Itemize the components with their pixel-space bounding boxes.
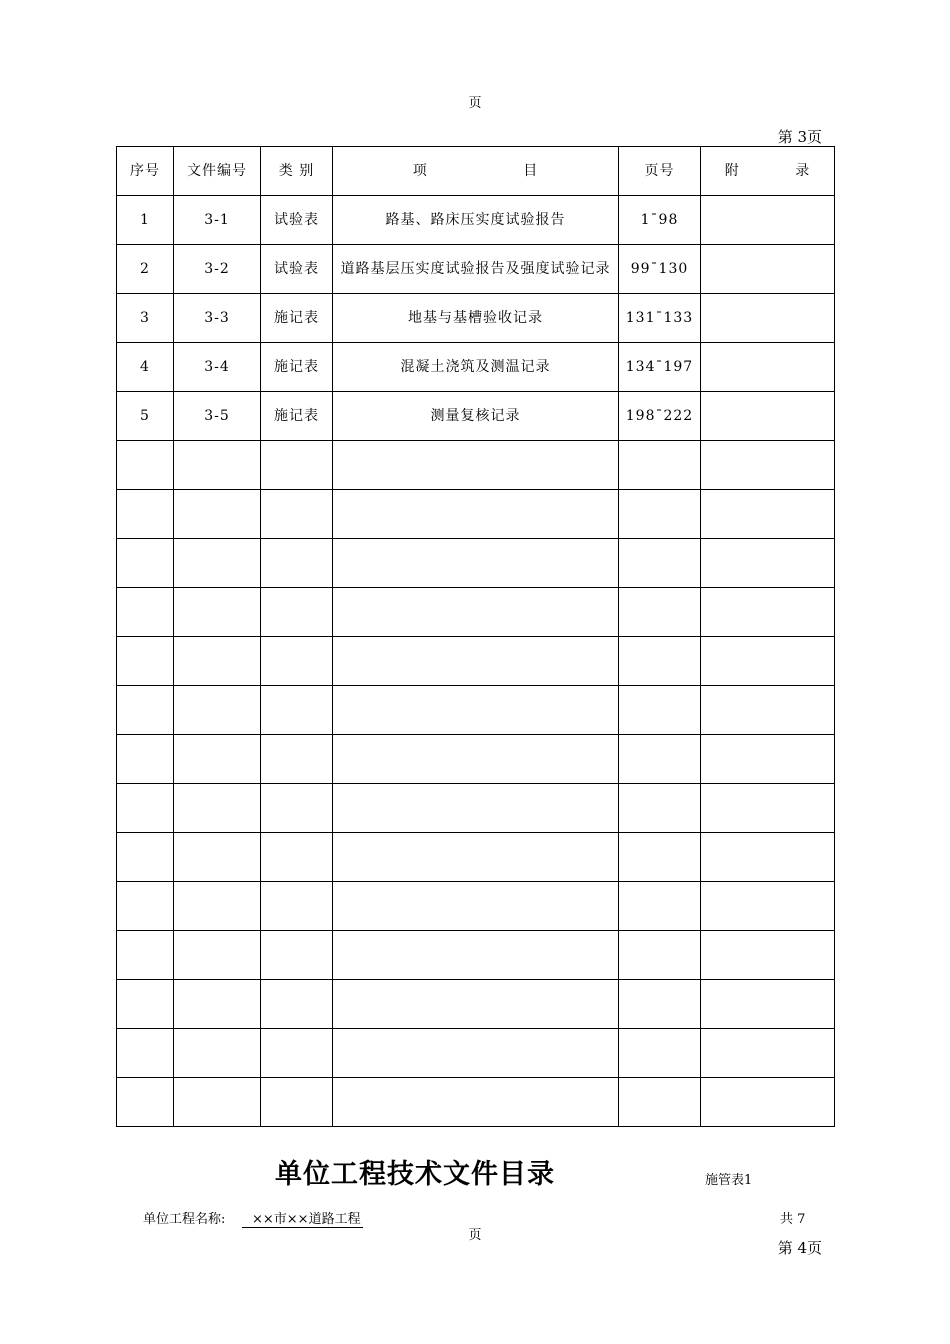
cell-file-no <box>174 637 261 686</box>
cell-appendix <box>701 441 835 490</box>
cell-index <box>117 441 174 490</box>
table-row <box>117 980 835 1029</box>
cell-file-no <box>174 882 261 931</box>
table-row <box>117 784 835 833</box>
cell-appendix <box>701 686 835 735</box>
table-row <box>117 294 835 343</box>
cell-index <box>117 1078 174 1127</box>
cell-index <box>117 1029 174 1078</box>
cell-file-no <box>174 735 261 784</box>
header-appendix: 附 录 <box>701 147 835 196</box>
cell-pages: 99¯130 <box>619 245 701 294</box>
cell-index: 1 <box>117 196 174 245</box>
cell-category: 施记表 <box>261 392 333 441</box>
cell-index <box>117 784 174 833</box>
cell-appendix <box>701 735 835 784</box>
cell-category <box>261 882 333 931</box>
cell-category <box>261 931 333 980</box>
cell-index: 5 <box>117 392 174 441</box>
cell-pages <box>619 637 701 686</box>
cell-item <box>333 441 619 490</box>
cell-pages <box>619 882 701 931</box>
cell-item <box>333 833 619 882</box>
cell-appendix <box>701 637 835 686</box>
table-row <box>117 833 835 882</box>
cell-index <box>117 833 174 882</box>
cell-pages <box>619 1078 701 1127</box>
cell-category <box>261 980 333 1029</box>
table-row <box>117 1029 835 1078</box>
cell-item <box>333 882 619 931</box>
page-number-bottom: 第 4页 <box>777 1239 822 1257</box>
cell-appendix <box>701 490 835 539</box>
cell-category <box>261 490 333 539</box>
page-label: 页 <box>468 96 482 111</box>
cell-index: 2 <box>117 245 174 294</box>
cell-index <box>117 637 174 686</box>
cell-pages <box>619 686 701 735</box>
total-pages: 共 7 <box>780 1212 806 1227</box>
cell-item <box>333 686 619 735</box>
cell-file-no <box>174 588 261 637</box>
cell-item: 道路基层压实度试验报告及强度试验记录 <box>333 245 619 294</box>
cell-category <box>261 637 333 686</box>
form-code: 施管表1 <box>705 1173 753 1188</box>
cell-file-no: 3-3 <box>174 294 261 343</box>
cell-appendix <box>701 588 835 637</box>
cell-category <box>261 1078 333 1127</box>
header-pages: 页号 <box>619 147 701 196</box>
cell-category <box>261 735 333 784</box>
cell-item <box>333 637 619 686</box>
cell-index: 4 <box>117 343 174 392</box>
cell-appendix <box>701 1078 835 1127</box>
cell-pages <box>619 539 701 588</box>
cell-item <box>333 735 619 784</box>
cell-category: 试验表 <box>261 196 333 245</box>
cell-index <box>117 588 174 637</box>
cell-file-no <box>174 686 261 735</box>
cell-pages <box>619 735 701 784</box>
header-category: 类 别 <box>261 147 333 196</box>
page-number: 第 3页 <box>777 128 822 146</box>
cell-item <box>333 980 619 1029</box>
cell-file-no <box>174 1078 261 1127</box>
cell-file-no <box>174 980 261 1029</box>
cell-item: 混凝土浇筑及测温记录 <box>333 343 619 392</box>
cell-pages: 134¯197 <box>619 343 701 392</box>
table-header-row <box>117 147 835 196</box>
cell-item <box>333 539 619 588</box>
cell-item: 路基、路床压实度试验报告 <box>333 196 619 245</box>
cell-file-no <box>174 490 261 539</box>
cell-file-no <box>174 784 261 833</box>
cell-appendix <box>701 539 835 588</box>
cell-pages: 1¯98 <box>619 196 701 245</box>
cell-pages: 131¯133 <box>619 294 701 343</box>
cell-index <box>117 490 174 539</box>
cell-index <box>117 931 174 980</box>
cell-file-no <box>174 833 261 882</box>
table-row <box>117 637 835 686</box>
cell-category: 试验表 <box>261 245 333 294</box>
cell-category <box>261 1029 333 1078</box>
cell-appendix <box>701 1029 835 1078</box>
cell-category <box>261 833 333 882</box>
table-row <box>117 343 835 392</box>
cell-file-no: 3-5 <box>174 392 261 441</box>
cell-appendix <box>701 245 835 294</box>
cell-item <box>333 1029 619 1078</box>
table-row <box>117 882 835 931</box>
cell-index: 3 <box>117 294 174 343</box>
cell-appendix <box>701 833 835 882</box>
cell-item: 地基与基槽验收记录 <box>333 294 619 343</box>
cell-file-no: 3-2 <box>174 245 261 294</box>
table-row <box>117 931 835 980</box>
cell-index <box>117 539 174 588</box>
cell-item: 测量复核记录 <box>333 392 619 441</box>
cell-pages <box>619 490 701 539</box>
cell-appendix <box>701 294 835 343</box>
cell-item <box>333 784 619 833</box>
cell-category <box>261 539 333 588</box>
table-row <box>117 539 835 588</box>
header-file-no: 文件编号 <box>174 147 261 196</box>
table-row <box>117 1078 835 1127</box>
cell-appendix <box>701 196 835 245</box>
table-row <box>117 441 835 490</box>
cell-pages <box>619 980 701 1029</box>
cell-category: 施记表 <box>261 294 333 343</box>
document-title: 单位工程技术文件目录 <box>275 1159 555 1190</box>
cell-index <box>117 980 174 1029</box>
table-row <box>117 196 835 245</box>
cell-item <box>333 588 619 637</box>
cell-appendix <box>701 343 835 392</box>
cell-category: 施记表 <box>261 343 333 392</box>
cell-appendix <box>701 392 835 441</box>
header-item: 项 目 <box>333 147 619 196</box>
project-name-value: ××市××道路工程 <box>242 1208 363 1228</box>
table-row <box>117 686 835 735</box>
cell-category <box>261 784 333 833</box>
cell-file-no: 3-4 <box>174 343 261 392</box>
project-name-label: 单位工程名称: <box>143 1212 226 1227</box>
table-row <box>117 245 835 294</box>
cell-index <box>117 735 174 784</box>
page-label-bottom: 页 <box>468 1228 482 1243</box>
cell-category <box>261 686 333 735</box>
cell-pages <box>619 784 701 833</box>
cell-pages: 198¯222 <box>619 392 701 441</box>
table-row <box>117 392 835 441</box>
file-catalog-table <box>116 146 835 1127</box>
table-row <box>117 735 835 784</box>
cell-pages <box>619 1029 701 1078</box>
cell-pages <box>619 441 701 490</box>
header-index: 序号 <box>117 147 174 196</box>
cell-item <box>333 931 619 980</box>
cell-file-no <box>174 539 261 588</box>
cell-pages <box>619 931 701 980</box>
cell-appendix <box>701 784 835 833</box>
cell-index <box>117 686 174 735</box>
cell-item <box>333 1078 619 1127</box>
cell-appendix <box>701 931 835 980</box>
cell-index <box>117 882 174 931</box>
cell-category <box>261 588 333 637</box>
cell-file-no <box>174 441 261 490</box>
cell-file-no <box>174 1029 261 1078</box>
table-row <box>117 588 835 637</box>
cell-item <box>333 490 619 539</box>
cell-pages <box>619 588 701 637</box>
cell-appendix <box>701 980 835 1029</box>
cell-file-no <box>174 931 261 980</box>
cell-file-no: 3-1 <box>174 196 261 245</box>
table-row <box>117 490 835 539</box>
cell-appendix <box>701 882 835 931</box>
cell-category <box>261 441 333 490</box>
cell-pages <box>619 833 701 882</box>
